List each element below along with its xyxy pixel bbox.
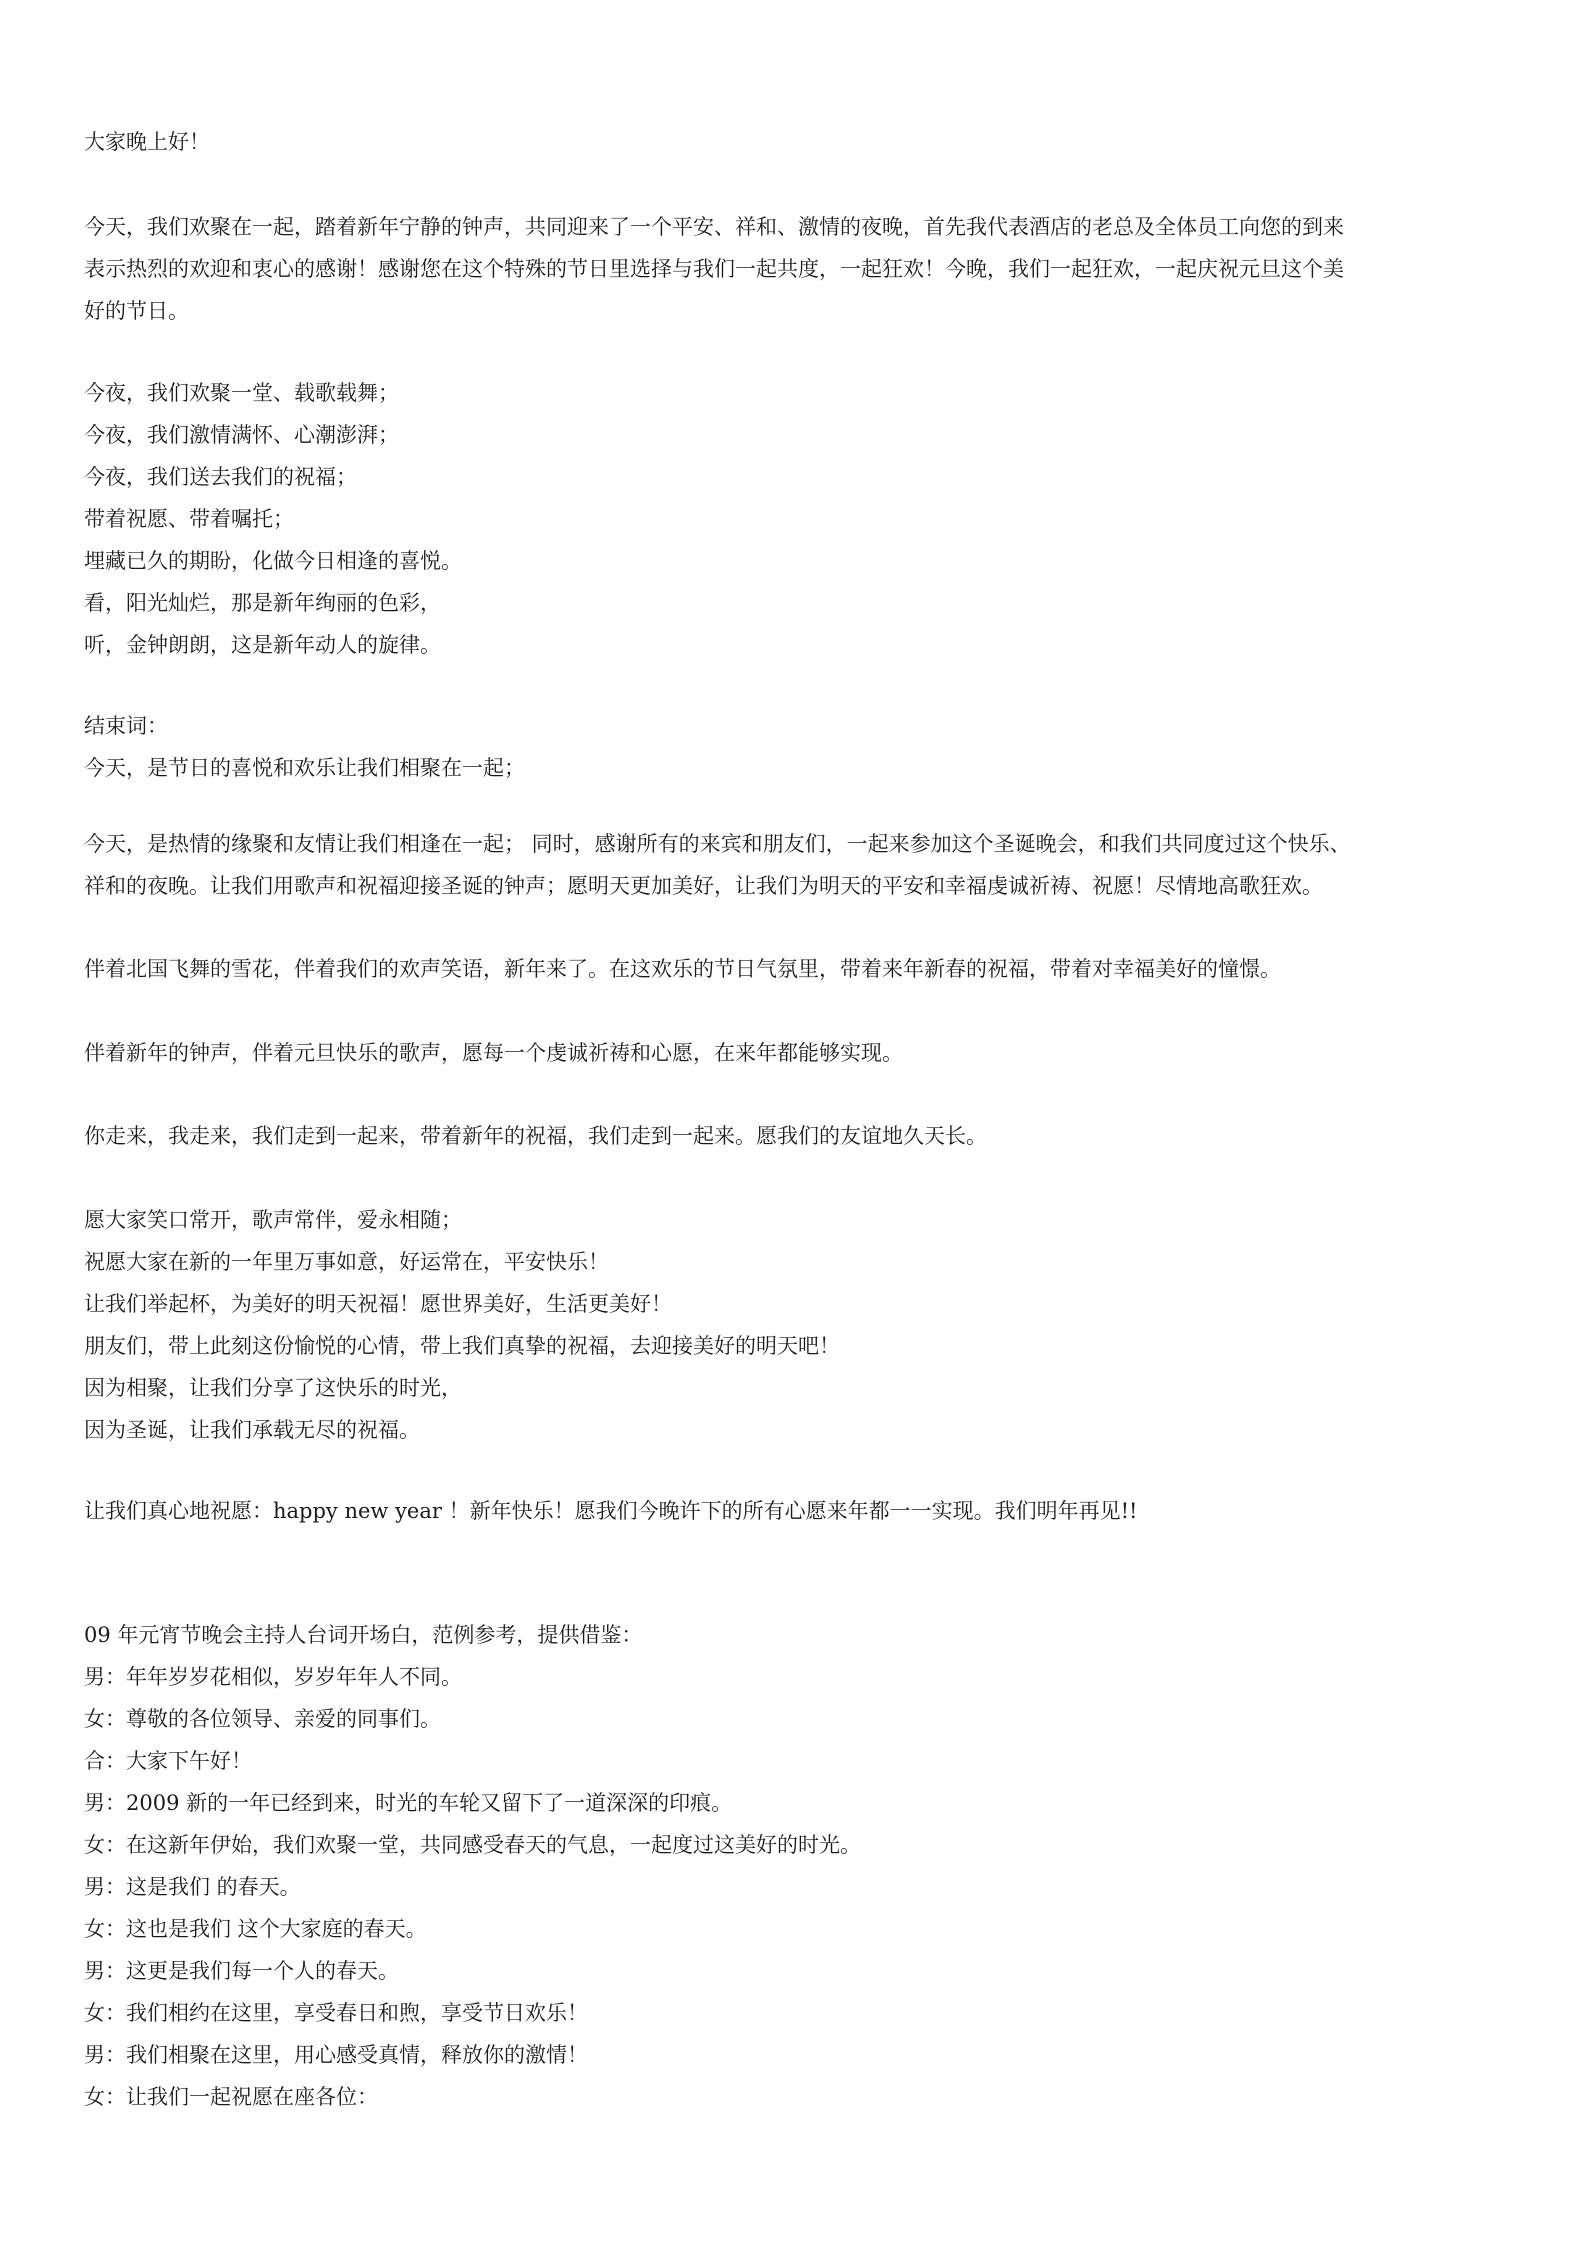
script-line: 女：让我们一起祝愿在座各位： (84, 2085, 378, 2109)
script-line: 男：这是我们 的春天。 (84, 1875, 301, 1899)
intro-line: 表示热烈的欢迎和衷心的感谢！感谢您在这个特殊的节日里选择与我们一起共度，一起狂欢！今晚，我们一起狂欢，一起庆祝元旦这个美 (84, 257, 1344, 281)
wish-line: 因为圣诞，让我们承载无尽的祝福。 (84, 1418, 420, 1442)
script-line: 男：2009 新的一年已经到来，时光的车轮又留下了一道深深的印痕。 (84, 1791, 733, 1815)
wish-line: 因为相聚，让我们分享了这快乐的时光， (84, 1376, 462, 1400)
wish-line: 愿大家笑口常开，歌声常伴，爱永相随； (84, 1208, 462, 1232)
closing-line: 今天，是热情的缘聚和友情让我们相逢在一起； 同时，感谢所有的来宾和朋友们，一起来参加这个圣诞晚会，和我们共同度过这个快乐、 (84, 832, 1351, 856)
intro-line: 好的节日。 (84, 299, 189, 323)
verse-line: 看，阳光灿烂，那是新年绚丽的色彩， (84, 591, 441, 615)
script-line: 男：我们相聚在这里，用心感受真情，释放你的激情！ (84, 2043, 588, 2067)
script-line: 男：年年岁岁花相似，岁岁年年人不同。 (84, 1665, 462, 1689)
verse-line: 今夜，我们欢聚一堂、载歌载舞； (84, 381, 399, 405)
verse-line: 今夜，我们送去我们的祝福； (84, 465, 357, 489)
closing-line: 今天，是节日的喜悦和欢乐让我们相聚在一起； (84, 756, 525, 780)
closing-paragraph (84, 823, 1514, 907)
script-line: 女：在这新年伊始，我们欢聚一堂，共同感受春天的气息，一起度过这美好的时光。 (84, 1833, 861, 1857)
closing-heading: 结束词： (84, 714, 168, 738)
wish-line: 朋友们，带上此刻这份愉悦的心情，带上我们真挚的祝福，去迎接美好的明天吧！ (84, 1334, 840, 1358)
verse-line: 带着祝愿、带着嘱托； (84, 507, 294, 531)
script-block (84, 1614, 1514, 2118)
wish-line: 祝愿大家在新的一年里万事如意，好运常在，平安快乐！ (84, 1250, 609, 1274)
script-heading: 09 年元宵节晚会主持人台词开场白，范例参考，提供借鉴： (84, 1623, 643, 1647)
closing-paragraph (84, 1032, 1514, 1074)
verse-line: 听，金钟朗朗，这是新年动人的旋律。 (84, 633, 441, 657)
script-line: 女：尊敬的各位领导、亲爱的同事们。 (84, 1707, 441, 1731)
closing-heading-block (84, 705, 1514, 789)
wishes-block (84, 1199, 1514, 1451)
verse-line: 今夜，我们激情满怀、心潮澎湃； (84, 423, 399, 447)
closing-line: 伴着新年的钟声，伴着元旦快乐的歌声，愿每一个虔诚祈祷和心愿，在来年都能够实现。 (84, 1041, 903, 1065)
final-wish-line: 让我们真心地祝愿：happy new year ！新年快乐！愿我们今晚许下的所有心愿来年都一一实现。我们明年再见!! (84, 1499, 1138, 1523)
script-line: 女：这也是我们 这个大家庭的春天。 (84, 1917, 427, 1941)
intro-line: 今天，我们欢聚在一起，踏着新年宁静的钟声，共同迎来了一个平安、祥和、激情的夜晚，首先我代表酒店的老总及全体员工向您的到来 (84, 215, 1344, 239)
intro-paragraph (84, 206, 1514, 332)
greeting-line: 大家晚上好！ (84, 130, 210, 154)
verse-block (84, 372, 1514, 666)
greeting (84, 121, 1514, 163)
closing-paragraph (84, 1115, 1514, 1157)
closing-paragraph (84, 948, 1514, 990)
script-line: 合：大家下午好！ (84, 1749, 252, 1773)
verse-line: 埋藏已久的期盼，化做今日相逢的喜悦。 (84, 549, 462, 573)
closing-line: 你走来，我走来，我们走到一起来，带着新年的祝福，我们走到一起来。愿我们的友谊地久天长。 (84, 1124, 987, 1148)
script-line: 女：我们相约在这里，享受春日和煦，享受节日欢乐！ (84, 2001, 588, 2025)
final-wish (84, 1490, 1514, 1532)
wish-line: 让我们举起杯，为美好的明天祝福！愿世界美好，生活更美好！ (84, 1292, 672, 1316)
closing-line: 祥和的夜晚。让我们用歌声和祝福迎接圣诞的钟声；愿明天更加美好，让我们为明天的平安和幸福虔诚祈祷、祝愿！尽情地高歌狂欢。 (84, 874, 1323, 898)
script-line: 男：这更是我们每一个人的春天。 (84, 1959, 399, 1983)
closing-line: 伴着北国飞舞的雪花，伴着我们的欢声笑语，新年来了。在这欢乐的节日气氛里，带着来年新春的祝福，带着对幸福美好的憧憬。 (84, 957, 1281, 981)
